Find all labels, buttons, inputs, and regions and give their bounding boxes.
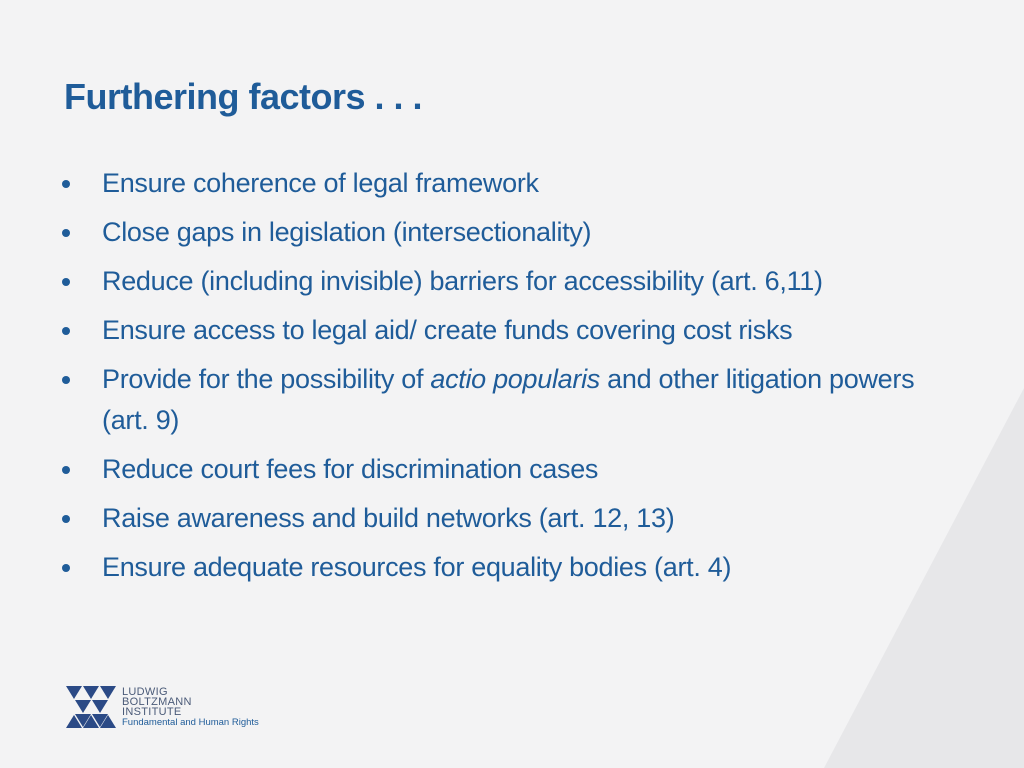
logo-line-2: BOLTZMANN — [122, 695, 192, 708]
bullet-text-before: Provide for the possibility of — [102, 364, 431, 394]
bullet-text: Raise awareness and build networks (art. 12, 13) — [102, 503, 675, 533]
logo-subtitle: Fundamental and Human Rights — [122, 716, 259, 728]
bullet-dot-icon — [62, 466, 70, 474]
bullet-dot-icon — [62, 515, 70, 523]
bullet-text: Reduce (including invisible) barriers for accessibility (art. 6,11) — [102, 266, 823, 296]
bullet-text-italic: actio popularis — [430, 364, 600, 394]
slide-title: Furthering factors . . . — [64, 76, 423, 117]
bullet-text: Reduce court fees for discrimination cases — [102, 454, 599, 484]
triangles-logo-icon — [66, 684, 116, 730]
bullet-text: Ensure access to legal aid/ create funds covering cost risks — [102, 315, 793, 345]
bullet-dot-icon — [62, 278, 70, 286]
bullet-dot-icon — [62, 229, 70, 237]
bullet-item — [62, 310, 922, 351]
logo-text — [122, 687, 259, 728]
bullet-item — [62, 359, 922, 441]
logo-line-1: LUDWIG — [122, 685, 168, 698]
bullet-dot-icon — [62, 564, 70, 572]
bullet-dot-icon — [62, 180, 70, 188]
bullet-item — [62, 547, 922, 588]
bullet-item — [62, 449, 922, 490]
bullet-text: Ensure adequate resources for equality bodies (art. 4) — [102, 552, 732, 582]
bullet-item — [62, 261, 922, 302]
bullet-text-after: and other litigation powers (art. 9) — [102, 364, 915, 435]
institute-logo — [66, 684, 259, 730]
bullet-list — [62, 163, 922, 596]
bullet-item — [62, 163, 922, 204]
bullet-dot-icon — [62, 376, 70, 384]
bullet-dot-icon — [62, 327, 70, 335]
bullet-item — [62, 212, 922, 253]
bullet-text: Ensure coherence of legal framework — [102, 168, 539, 198]
bullet-text: Close gaps in legislation (intersectionality) — [102, 217, 592, 247]
logo-line-3: INSTITUTE — [122, 705, 182, 718]
bullet-item — [62, 498, 922, 539]
